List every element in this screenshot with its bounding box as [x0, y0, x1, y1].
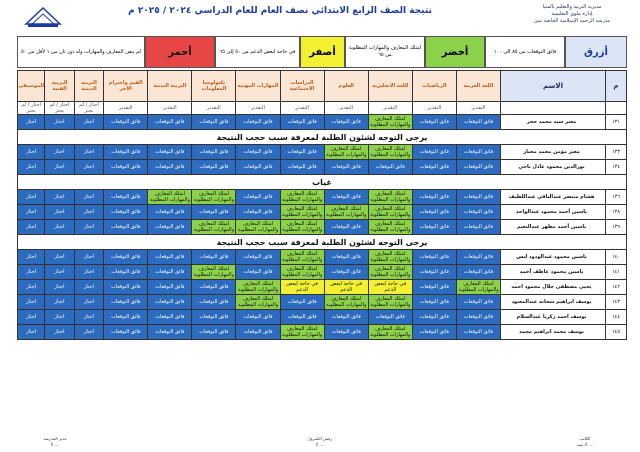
grade-cell: فائق التوقعات — [368, 310, 412, 325]
grade-cell: فائق التوقعات — [104, 325, 148, 340]
grade-cell: امتلك المعارف والمهارات المطلوبة — [326, 206, 367, 218]
grade-cell: امتلك المعارف والمهارات المطلوبة — [281, 206, 323, 218]
grade-cell: فائق التوقعات — [148, 220, 192, 235]
grade-cell: فائق التوقعات — [456, 160, 500, 175]
grade-cell: امتلك المعارف والمهارات المطلوبة — [149, 191, 190, 203]
grade-label: أجتاز / لم يجتز — [18, 102, 45, 115]
grade-cell: اجتاز — [45, 160, 74, 175]
legend-yellow-color: أصفر — [300, 36, 345, 68]
grade-legend — [17, 36, 627, 68]
grade-cell: فائق التوقعات — [104, 265, 148, 280]
grade-cell: اجتاز — [18, 205, 45, 220]
legend-red-desc: لم يتقن المعارف والمهارات وله دور ثان من ١ لأقل من ٥٠ — [17, 36, 145, 68]
grade-cell: فائق التوقعات — [456, 265, 500, 280]
grade-cell: فائق التوقعات — [456, 190, 500, 205]
school-line: مدرسة الرحمة الإسلامية الخاصة بنين — [533, 18, 611, 24]
grade-cell: فائق التوقعات — [280, 295, 324, 310]
grade-cell: اجتاز — [45, 295, 74, 310]
grade-cell: امتلك المعارف والمهارات المطلوبة — [281, 326, 323, 338]
student-number: ١٣١ — [606, 115, 627, 130]
col-name-header: الاسم — [501, 71, 606, 102]
grade-cell: امتلك المعارف والمهارات المطلوبة — [370, 206, 411, 218]
grade-cell: فائق التوقعات — [456, 145, 500, 160]
student-name: يوسف احمد زكريا عبدالسلام — [501, 310, 606, 325]
student-number: ١٣٦ — [606, 190, 627, 205]
student-name: ياسين محمود عاطف أحمد — [501, 265, 606, 280]
grade-cell: فائق التوقعات — [148, 310, 192, 325]
grade-cell: فائق التوقعات — [412, 310, 456, 325]
grade-cell: امتلك المعارف والمهارات المطلوبة — [370, 266, 411, 278]
grade-cell: اجتاز — [45, 265, 74, 280]
grade-cell: امتلك المعارف والمهارات المطلوبة — [370, 146, 411, 158]
result-withheld-row — [18, 130, 627, 145]
col-subject-header: الرياضيات — [412, 71, 456, 102]
legend-blue-color: أزرق — [565, 36, 627, 68]
grade-cell: فائق التوقعات — [104, 190, 148, 205]
grade-cell: امتلك المعارف والمهارات المطلوبة — [370, 326, 411, 338]
grade-cell: في حاجة لبعض الدعم — [368, 280, 412, 295]
col-subject-header: المهارات المهنية — [236, 71, 280, 102]
grade-cell: امتلك المعارف والمهارات المطلوبة — [281, 266, 323, 278]
grade-cell: فائق التوقعات — [192, 160, 236, 175]
grade-cell: في حاجة لبعض الدعم — [324, 280, 368, 295]
student-name: ياسين أحمد محمود عبدالواحد — [501, 205, 606, 220]
table-row — [18, 160, 627, 175]
grade-cell: فائق التوقعات — [148, 115, 192, 130]
grade-cell: امتلك المعارف والمهارات المطلوبة — [193, 191, 235, 203]
grade-cell: اجتاز — [74, 115, 103, 130]
grade-cell: فائق التوقعات — [104, 295, 148, 310]
grade-label: أجتاز / لم يجتز — [74, 102, 103, 115]
footer-sign: مدير المدرسة أ/ .... — [43, 436, 67, 447]
row-message: غياب — [18, 175, 627, 190]
grade-cell: فائق التوقعات — [280, 160, 324, 175]
student-number: ١٣٩ — [606, 220, 627, 235]
grade-cell: امتلك المعارف والمهارات المطلوبة — [370, 221, 411, 233]
grade-cell: اجتاز — [18, 250, 45, 265]
grade-cell: امتلك المعارف والمهارات المطلوبة — [237, 221, 279, 233]
table-row — [18, 145, 627, 160]
grade-cell: فائق التوقعات — [236, 325, 280, 340]
school-logo-icon — [22, 2, 64, 30]
table-row — [18, 265, 627, 280]
col-subject-header: التربية الفنية — [45, 71, 74, 102]
grade-cell: فائق التوقعات — [236, 160, 280, 175]
grade-cell: فائق التوقعات — [236, 145, 280, 160]
grade-cell: اجتاز — [74, 265, 103, 280]
grade-cell: فائق التوقعات — [236, 310, 280, 325]
grade-cell: اجتاز — [45, 115, 74, 130]
grade-cell: اجتاز — [45, 190, 74, 205]
grade-label: التقدير — [280, 102, 324, 115]
grade-label: التقدير — [192, 102, 236, 115]
grade-cell: فائق التوقعات — [236, 190, 280, 205]
student-name: هشام منتصر عبدالباقي عبداللطيف — [501, 190, 606, 205]
col-subject-header: التربية الدينية — [74, 71, 103, 102]
grade-cell: اجتاز — [74, 280, 103, 295]
grade-cell: فائق التوقعات — [148, 265, 192, 280]
grade-cell: اجتاز — [45, 325, 74, 340]
grade-label: التقدير — [456, 102, 500, 115]
grade-cell: فائق التوقعات — [192, 205, 236, 220]
grade-cell: اجتاز — [18, 160, 45, 175]
grade-cell: اجتاز — [74, 295, 103, 310]
grade-cell: فائق التوقعات — [236, 265, 280, 280]
grade-cell: اجتاز — [18, 265, 45, 280]
col-num-header: م — [606, 71, 627, 102]
legend-red-color: أحمر — [145, 36, 215, 68]
grade-cell: فائق التوقعات — [236, 250, 280, 265]
student-number: ١٣٣ — [606, 145, 627, 160]
subject-header-row — [18, 71, 627, 102]
table-row — [18, 205, 627, 220]
student-number: ١٣٤ — [606, 160, 627, 175]
grade-cell: فائق التوقعات — [412, 295, 456, 310]
grade-cell: فائق التوقعات — [148, 250, 192, 265]
row-message: يرجى التوجه لشئون الطلبة لمعرفة سبب حجب النتيجة — [18, 130, 627, 145]
student-name: معتز مؤمن محمد مختار — [501, 145, 606, 160]
grade-cell: اجتاز — [45, 280, 74, 295]
grade-cell: فائق التوقعات — [456, 205, 500, 220]
grade-cell: فائق التوقعات — [368, 160, 412, 175]
school-line: إدارة ملوي التعليمية — [551, 11, 593, 17]
grade-cell: فائق التوقعات — [324, 160, 368, 175]
grade-cell: امتلك المعارف والمهارات المطلوبة — [370, 251, 411, 263]
col-subject-header: القيم واحترام الآخر — [104, 71, 148, 102]
result-withheld-row — [18, 235, 627, 250]
student-number: ١٤٠ — [606, 250, 627, 265]
grade-cell: اجتاز — [45, 220, 74, 235]
grade-cell: فائق التوقعات — [104, 220, 148, 235]
grade-label: التقدير — [148, 102, 192, 115]
grade-cell: اجتاز — [18, 115, 45, 130]
grade-cell: فائق التوقعات — [192, 295, 236, 310]
grade-cell: اجتاز — [18, 190, 45, 205]
grade-cell: اجتاز — [18, 220, 45, 235]
grade-cell: امتلك المعارف والمهارات المطلوبة — [370, 296, 411, 308]
grade-cell: فائق التوقعات — [148, 145, 192, 160]
grade-cell: فائق التوقعات — [192, 145, 236, 160]
student-name: يحيى مصطفى جلال محمود احمد — [501, 280, 606, 295]
student-name: ياسين محمود عبدالودود لبس — [501, 250, 606, 265]
grade-cell: اجتاز — [74, 145, 103, 160]
grade-cell: امتلك المعارف والمهارات المطلوبة — [193, 266, 235, 278]
student-number: ١٣٨ — [606, 205, 627, 220]
student-name: ياسين أحمد مظهر عبدالنعيم — [501, 220, 606, 235]
student-name: معتز سيد محمد حجر — [501, 115, 606, 130]
grade-cell: فائق التوقعات — [456, 220, 500, 235]
grade-cell: فائق التوقعات — [324, 250, 368, 265]
school-header — [512, 4, 632, 25]
grade-cell: امتلك المعارف والمهارات المطلوبة — [281, 191, 323, 203]
grade-cell: فائق التوقعات — [192, 250, 236, 265]
grade-cell: امتلك المعارف والمهارات المطلوبة — [370, 116, 411, 128]
result-withheld-row — [18, 175, 627, 190]
legend-green-desc: امتلك المعارف والمهارات المطلوبة من ٦٥ — [345, 36, 425, 68]
grade-subheader-row — [18, 102, 627, 115]
page-title: نتيجة الصف الرابع الابتدائي نصف العام للعام الدراسي ٢٠٢٤ / ٢٠٢٥ م — [128, 6, 432, 16]
row-message: يرجى التوجه لشئون الطلبة لمعرفة سبب حجب النتيجة — [18, 235, 627, 250]
grade-cell: اجتاز — [74, 205, 103, 220]
grade-cell: فائق التوقعات — [412, 250, 456, 265]
table-row — [18, 190, 627, 205]
grade-label: أجتاز / لم يجتز — [45, 102, 74, 115]
grade-cell: امتلك المعارف والمهارات المطلوبة — [193, 221, 235, 233]
grade-cell: فائق التوقعات — [324, 115, 368, 130]
grade-cell: اجتاز — [74, 220, 103, 235]
grade-cell: اجتاز — [74, 250, 103, 265]
table-row — [18, 310, 627, 325]
grade-cell: فائق التوقعات — [192, 310, 236, 325]
grade-cell: امتلك المعارف والمهارات المطلوبة — [281, 221, 323, 233]
col-subject-header: التربية البدنية — [148, 71, 192, 102]
grade-cell: اجتاز — [45, 145, 74, 160]
col-subject-header: العلوم — [324, 71, 368, 102]
grade-cell: فائق التوقعات — [236, 115, 280, 130]
grade-cell: فائق التوقعات — [280, 310, 324, 325]
col-subject-header: تكنولوجيا المعلومات — [192, 71, 236, 102]
legend-green-color: أخضر — [425, 36, 485, 68]
grade-cell: امتلك المعارف والمهارات المطلوبة — [326, 146, 367, 158]
grade-label: التقدير — [368, 102, 412, 115]
student-number: ١٤٢ — [606, 280, 627, 295]
grade-cell: فائق التوقعات — [104, 280, 148, 295]
grade-cell: فائق التوقعات — [324, 265, 368, 280]
grade-cell: فائق التوقعات — [456, 250, 500, 265]
grade-cell: فائق التوقعات — [192, 325, 236, 340]
grade-cell: امتلك المعارف والمهارات المطلوبة — [237, 296, 279, 308]
grade-cell: فائق التوقعات — [148, 205, 192, 220]
student-name: يوسف ابراهيم شحاته عبدالمعبود — [501, 295, 606, 310]
grade-cell: اجتاز — [74, 325, 103, 340]
grade-cell: فائق التوقعات — [104, 160, 148, 175]
table-row — [18, 295, 627, 310]
grade-cell: فائق التوقعات — [104, 145, 148, 160]
grade-cell: فائق التوقعات — [456, 310, 500, 325]
grade-cell: اجتاز — [45, 250, 74, 265]
grade-cell: اجتاز — [18, 145, 45, 160]
grade-label: التقدير — [236, 102, 280, 115]
grade-cell: فائق التوقعات — [456, 325, 500, 340]
col-subject-header: اللغة العربية — [456, 71, 500, 102]
grade-cell: فائق التوقعات — [456, 115, 500, 130]
col-subject-header: اللغة الانجليزية — [368, 71, 412, 102]
col-subject-header: الموسيقى — [18, 71, 45, 102]
student-number: ١٤٣ — [606, 295, 627, 310]
grade-cell: فائق التوقعات — [104, 115, 148, 130]
grade-cell: فائق التوقعات — [324, 310, 368, 325]
student-number: ١٤٤ — [606, 310, 627, 325]
grade-cell: فائق التوقعات — [456, 295, 500, 310]
grade-cell: فائق التوقعات — [324, 325, 368, 340]
results-table — [17, 70, 627, 340]
grade-cell: امتلك المعارف والمهارات المطلوبة — [281, 251, 323, 263]
grade-cell: فائق التوقعات — [324, 220, 368, 235]
grade-label: التقدير — [324, 102, 368, 115]
grade-cell: اجتاز — [74, 160, 103, 175]
grade-cell: اجتاز — [18, 325, 45, 340]
grade-cell: في حاجة لبعض الدعم — [280, 280, 324, 295]
grade-cell: فائق التوقعات — [192, 115, 236, 130]
school-line: مديرية التربية والتعليم بالمنيا — [542, 4, 602, 10]
student-name: نورالدين محمود عادل ناجي — [501, 160, 606, 175]
table-row — [18, 250, 627, 265]
grade-cell: فائق التوقعات — [280, 115, 324, 130]
grade-cell: امتلك المعارف والمهارات المطلوبة — [237, 281, 279, 293]
grade-cell: فائق التوقعات — [236, 205, 280, 220]
grade-cell: اجتاز — [45, 310, 74, 325]
grade-cell: فائق التوقعات — [412, 325, 456, 340]
grade-cell: فائق التوقعات — [412, 160, 456, 175]
grade-cell: فائق التوقعات — [148, 160, 192, 175]
student-number: ١٤١ — [606, 265, 627, 280]
grade-cell: اجتاز — [45, 205, 74, 220]
grade-cell: اجتاز — [18, 310, 45, 325]
grade-cell: فائق التوقعات — [104, 310, 148, 325]
legend-yellow-desc: في حاجة لبعض الدعم من ٥٠ إلى ٦٥ — [215, 36, 300, 68]
table-row — [18, 280, 627, 295]
grade-cell: فائق التوقعات — [104, 250, 148, 265]
grade-cell: اجتاز — [18, 295, 45, 310]
grade-cell: فائق التوقعات — [280, 145, 324, 160]
grade-cell: فائق التوقعات — [412, 115, 456, 130]
grade-cell: فائق التوقعات — [192, 280, 236, 295]
legend-blue-desc: فائق التوقعات من ٨٥ الى ١٠٠ — [485, 36, 565, 68]
grade-cell: فائق التوقعات — [412, 145, 456, 160]
col-subject-header: الدراسات الاجتماعية — [280, 71, 324, 102]
student-number: ١٤٥ — [606, 325, 627, 340]
grade-cell: امتلك المعارف والمهارات المطلوبة — [326, 296, 367, 308]
grade-cell: فائق التوقعات — [324, 190, 368, 205]
footer-sign: رئيس الكنترول أ/ .... — [307, 436, 333, 447]
grade-cell: فائق التوقعات — [148, 280, 192, 295]
footer-sign: الكاتب أ/ سيد .... — [576, 436, 594, 447]
grade-cell: فائق التوقعات — [148, 325, 192, 340]
grade-cell: امتلك المعارف والمهارات المطلوبة — [458, 281, 499, 293]
grade-cell: اجتاز — [74, 190, 103, 205]
grade-cell: فائق التوقعات — [412, 205, 456, 220]
table-row — [18, 325, 627, 340]
grade-cell: اجتاز — [18, 280, 45, 295]
grade-label: التقدير — [412, 102, 456, 115]
grade-cell: فائق التوقعات — [412, 280, 456, 295]
grade-cell: فائق التوقعات — [148, 295, 192, 310]
grade-cell: اجتاز — [74, 310, 103, 325]
grade-cell: فائق التوقعات — [412, 220, 456, 235]
grade-label: التقدير — [104, 102, 148, 115]
grade-cell: فائق التوقعات — [104, 205, 148, 220]
table-row — [18, 115, 627, 130]
student-name: يوسف محمد ابراهيم محمد — [501, 325, 606, 340]
grade-cell: امتلك المعارف والمهارات المطلوبة — [370, 191, 411, 203]
grade-cell: فائق التوقعات — [412, 190, 456, 205]
grade-cell: فائق التوقعات — [412, 265, 456, 280]
table-row — [18, 220, 627, 235]
